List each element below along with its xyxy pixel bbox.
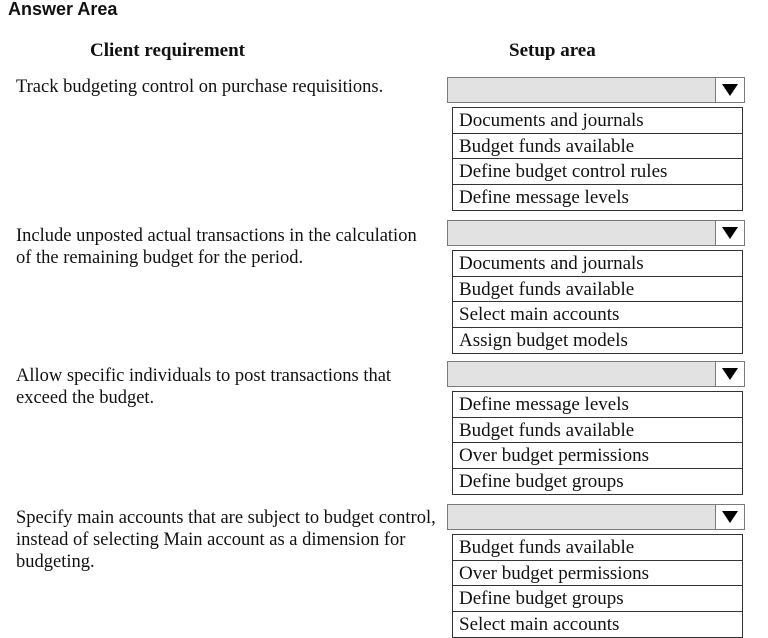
setup-dropdown-2[interactable] xyxy=(447,220,745,354)
dropdown-option[interactable]: Budget funds available xyxy=(453,535,742,561)
chevron-down-icon xyxy=(722,227,738,239)
dropdown-selection-3[interactable] xyxy=(447,361,745,387)
dropdown-option[interactable]: Documents and journals xyxy=(453,251,742,277)
requirement-4: Specify main accounts that are subject to budget control, instead of selecting Main account as a dimension for budgeting. xyxy=(16,508,436,572)
dropdown-options-1 xyxy=(452,107,743,211)
dropdown-option[interactable]: Over budget permissions xyxy=(453,561,742,587)
dropdown-option[interactable]: Define message levels xyxy=(459,186,629,208)
dropdown-option[interactable]: Assign budget models xyxy=(459,329,628,351)
setup-area-header: Setup area xyxy=(509,40,596,61)
dropdown-selection-2[interactable] xyxy=(447,220,745,246)
answer-area-title: Answer Area xyxy=(8,0,118,19)
requirement-1: Track budgeting control on purchase requisitions. xyxy=(16,77,384,97)
chevron-down-icon xyxy=(722,84,738,96)
dropdown-option[interactable]: Define message levels xyxy=(453,392,742,418)
requirement-2: Include unposted actual transactions in the calculation of the remaining budget for the period. xyxy=(16,226,417,268)
dropdown-toggle-4[interactable] xyxy=(715,505,744,529)
dropdown-options-4 xyxy=(452,534,743,638)
dropdown-option[interactable]: Define budget control rules xyxy=(453,159,742,185)
dropdown-option[interactable]: Select main accounts xyxy=(459,613,620,635)
client-requirement-header: Client requirement xyxy=(90,40,245,61)
chevron-down-icon xyxy=(722,368,738,380)
dropdown-options-2 xyxy=(452,250,743,354)
dropdown-option[interactable]: Budget funds available xyxy=(453,277,742,303)
dropdown-option[interactable]: Budget funds available xyxy=(453,418,742,444)
setup-dropdown-1[interactable] xyxy=(447,77,745,211)
dropdown-toggle-3[interactable] xyxy=(715,362,744,386)
dropdown-options-3 xyxy=(452,391,743,495)
dropdown-option[interactable]: Select main accounts xyxy=(453,302,742,328)
chevron-down-icon xyxy=(722,511,738,523)
setup-dropdown-4[interactable] xyxy=(447,504,745,638)
dropdown-option[interactable]: Over budget permissions xyxy=(453,443,742,469)
requirement-3: Allow specific individuals to post transactions that exceed the budget. xyxy=(16,366,392,408)
setup-dropdown-3[interactable] xyxy=(447,361,745,495)
dropdown-toggle-2[interactable] xyxy=(715,221,744,245)
dropdown-selection-1[interactable] xyxy=(447,77,745,103)
dropdown-selection-4[interactable] xyxy=(447,504,745,530)
dropdown-option[interactable]: Define budget groups xyxy=(453,586,742,612)
dropdown-toggle-1[interactable] xyxy=(715,78,744,102)
dropdown-option[interactable]: Documents and journals xyxy=(453,108,742,134)
dropdown-option[interactable]: Budget funds available xyxy=(453,134,742,160)
dropdown-option[interactable]: Define budget groups xyxy=(459,470,624,492)
